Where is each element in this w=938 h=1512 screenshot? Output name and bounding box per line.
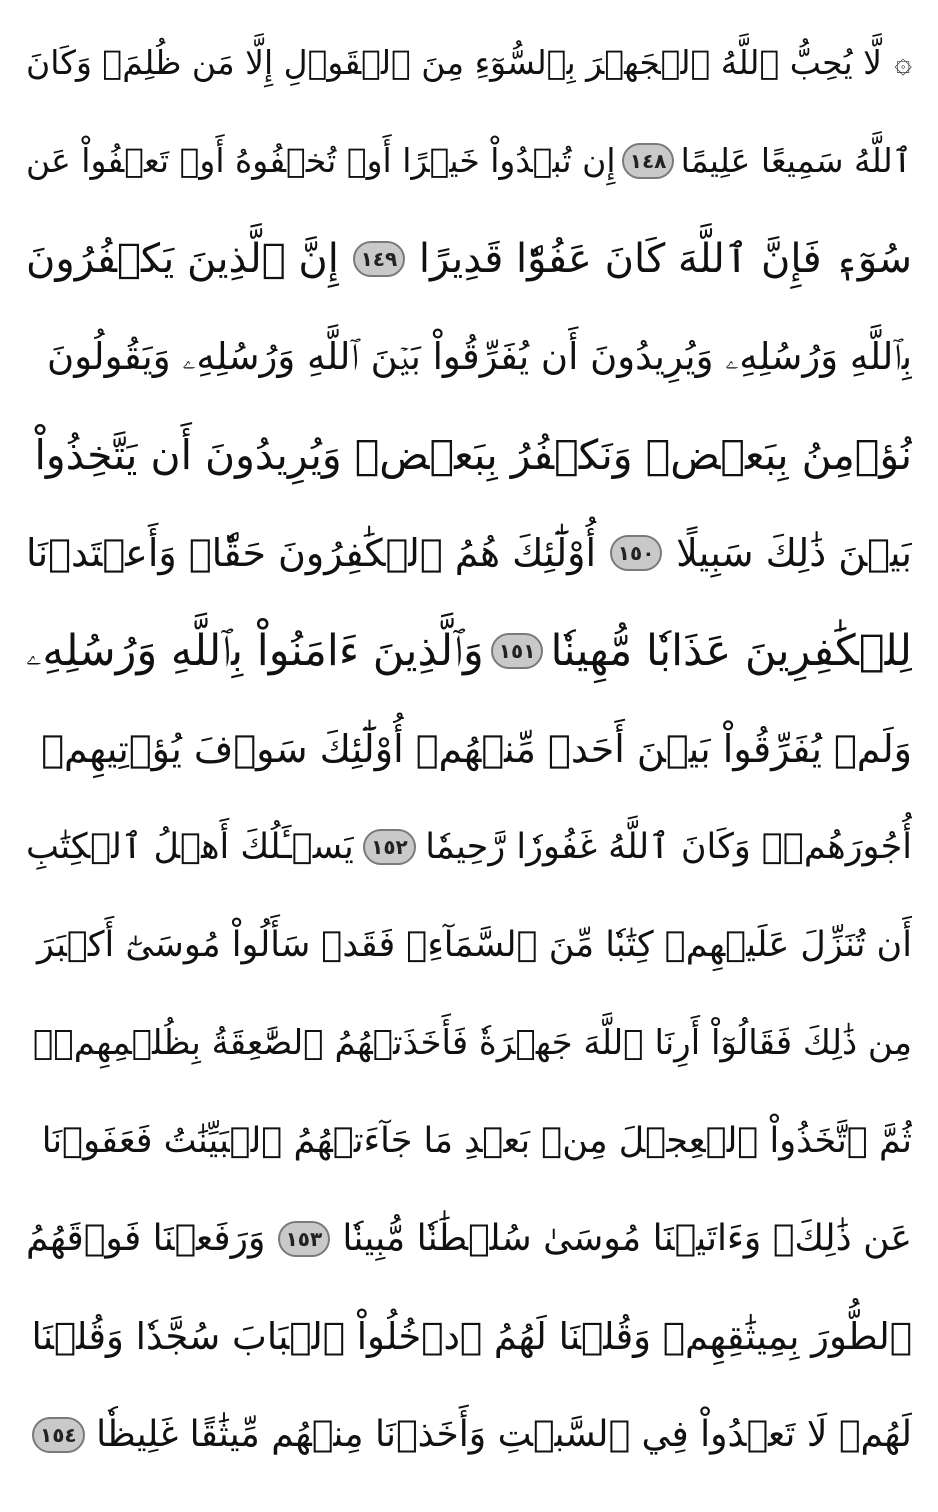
verse-text: ٱلطُّورَ بِمِيثَٰقِهِمۡ وَقُلۡنَا لَهُمُ ٱدۡخُلُواْ ٱلۡبَابَ سُجَّدٗا وَقُلۡنَا (31, 1315, 912, 1358)
ayah-number-marker: ١٥١ (491, 633, 544, 669)
ayah-number-marker: ١٤٩ (353, 241, 406, 277)
verse-text: مِن ذَٰلِكَ فَقَالُوٓاْ أَرِنَا ٱللَّهَ جَهۡرَةٗ فَأَخَذَتۡهُمُ ٱلصَّٰعِقَةُ بِظُلۡمِهِمۡۚ (33, 1023, 912, 1063)
verse-text: وَٱلَّذِينَ ءَامَنُواْ بِٱللَّهِ وَرُسُلِهِۦ (26, 626, 484, 676)
ayah-number-marker: ١٥٣ (278, 1221, 331, 1257)
verse-text: نُؤۡمِنُ بِبَعۡضٖ وَنَكۡفُرُ بِبَعۡضٖ وَيُرِيدُونَ أَن يَتَّخِذُواْ (34, 431, 912, 479)
text-line-7 (26, 602, 912, 700)
verse-text: ٱللَّهُ سَمِيعًا عَلِيمًا (680, 141, 912, 180)
verse-text: وَرَفَعۡنَا فَوۡقَهُمُ (26, 1218, 266, 1259)
text-line-8 (26, 700, 912, 798)
text-line-6 (26, 504, 912, 602)
ayah-number-marker: ١٥٤ (32, 1417, 85, 1453)
text-line-1 (26, 14, 912, 112)
verse-text: إِنَّ ٱلَّذِينَ يَكۡفُرُونَ (26, 236, 339, 282)
text-line-4 (26, 308, 912, 406)
text-line-10 (26, 896, 912, 994)
text-line-11 (26, 994, 912, 1092)
verse-text: أُوْلَٰٓئِكَ هُمُ ٱلۡكَٰفِرُونَ حَقّٗاۚ وَأَعۡتَدۡنَا (26, 531, 597, 575)
text-line-12 (26, 1092, 912, 1190)
verse-text: لَهُمۡ لَا تَعۡدُواْ فِي ٱلسَّبۡتِ وَأَخَذۡنَا مِنۡهُم مِّيثَٰقًا غَلِيظٗا (96, 1414, 912, 1455)
verse-text: يَسۡـَٔلُكَ أَهۡلُ ٱلۡكِتَٰبِ (26, 827, 354, 867)
text-line-2 (26, 112, 912, 210)
verse-text: بِٱللَّهِ وَرُسُلِهِۦ وَيُرِيدُونَ أَن يُفَرِّقُواْ بَيۡنَ ٱللَّهِ وَرُسُلِهِۦ وَيَقُولُونَ (47, 335, 912, 378)
ayah-number-marker: ١٥٠ (610, 535, 663, 571)
verse-text: إِن تُبۡدُواْ خَيۡرًا أَوۡ تُخۡفُوهُ أَوۡ تَعۡفُواْ عَن (26, 141, 616, 180)
text-line-15 (26, 1386, 912, 1484)
verse-text: أُجُورَهُمۡۚ وَكَانَ ٱللَّهُ غَفُورٗا رَّحِيمٗا (425, 827, 912, 867)
verse-text: سُوٓءٖ فَإِنَّ ٱللَّهَ كَانَ عَفُوّٗا قَدِيرًا (418, 236, 912, 282)
text-line-5 (26, 406, 912, 504)
verse-text: أَن تُنَزِّلَ عَلَيۡهِمۡ كِتَٰبٗا مِّنَ ٱلسَّمَآءِۚ فَقَدۡ سَأَلُواْ مُوسَىٰٓ أَكۡبَرَ (36, 925, 912, 965)
verse-text: لَّا يُحِبُّ ٱللَّهُ ٱلۡجَهۡرَ بِٱلسُّوٓءِ مِنَ ٱلۡقَوۡلِ إِلَّا مَن ظُلِمَۚ وَكَانَ (26, 43, 882, 82)
text-line-13 (26, 1190, 912, 1288)
hizb-quarter-icon: ۞ (894, 45, 912, 80)
text-line-9 (26, 798, 912, 896)
ayah-number-marker: ١٤٨ (622, 143, 675, 179)
verse-text: بَيۡنَ ذَٰلِكَ سَبِيلًا (676, 531, 912, 575)
verse-text: عَن ذَٰلِكَۚ وَءَاتَيۡنَا مُوسَىٰ سُلۡطَٰنٗا مُّبِينٗا (342, 1218, 912, 1259)
ayah-number-marker: ١٥٢ (363, 829, 416, 865)
verse-text: ثُمَّ ٱتَّخَذُواْ ٱلۡعِجۡلَ مِنۢ بَعۡدِ مَا جَآءَتۡهُمُ ٱلۡبَيِّنَٰتُ فَعَفَوۡنَا (41, 1121, 912, 1161)
text-line-3 (26, 210, 912, 308)
verse-text: لِلۡكَٰفِرِينَ عَذَابٗا مُّهِينٗا (550, 626, 912, 676)
text-line-14 (26, 1288, 912, 1386)
verse-text: وَلَمۡ يُفَرِّقُواْ بَيۡنَ أَحَدٖ مِّنۡهُمۡ أُوْلَٰٓئِكَ سَوۡفَ يُؤۡتِيهِمۡ (41, 727, 912, 771)
